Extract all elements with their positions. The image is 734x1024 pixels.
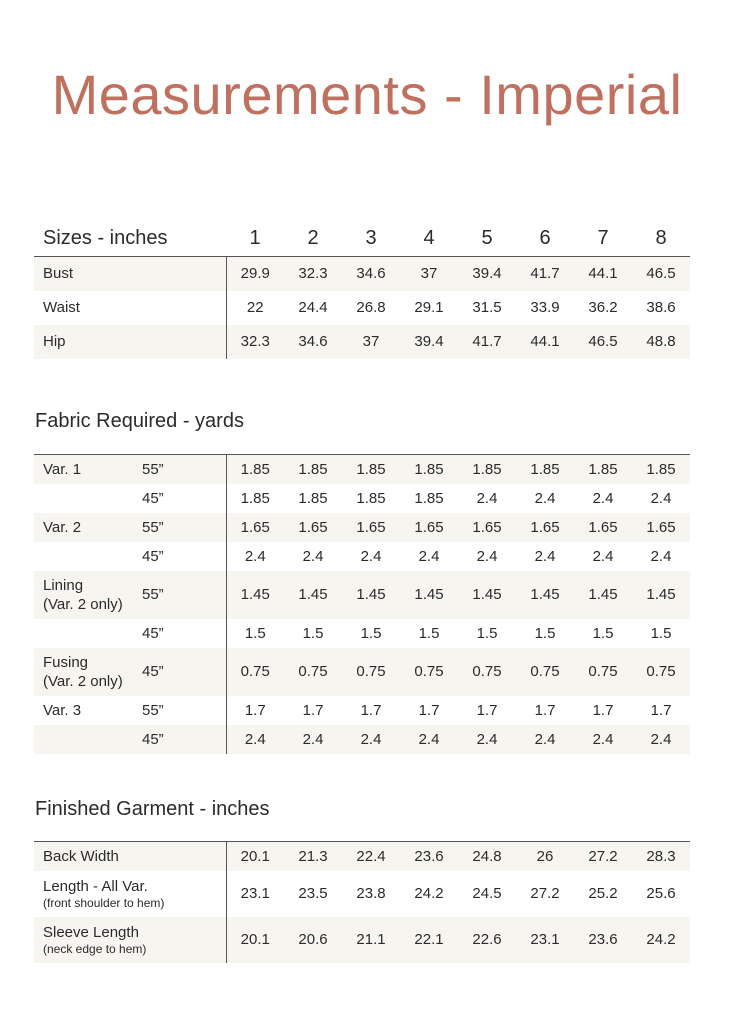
table-cell: 41.7	[516, 257, 574, 291]
table-cell: 23.6	[574, 917, 632, 963]
garment-table	[34, 841, 690, 963]
row-label: Bust	[34, 257, 226, 291]
table-cell: 48.8	[632, 325, 690, 359]
row-label-line: Fusing	[43, 653, 89, 671]
table-cell: 20.1	[226, 842, 284, 871]
table-cell: 32.3	[226, 325, 284, 359]
row-label	[34, 725, 142, 754]
table-row	[34, 619, 690, 648]
table-cell: 0.75	[284, 648, 342, 696]
row-label: Back Width	[34, 842, 226, 871]
table-row	[34, 291, 690, 325]
table-cell: 46.5	[574, 325, 632, 359]
table-cell: 1.85	[298, 489, 328, 507]
fabric-width: 45”	[142, 484, 226, 513]
fabric-width: 55”	[142, 455, 226, 484]
row-label-note: (Var. 2 only)	[43, 595, 123, 613]
table-cell: 1.7	[302, 701, 324, 719]
table-cell: 32.3	[284, 257, 342, 291]
size-col-header: 3	[365, 226, 377, 249]
size-col-header: 2	[307, 226, 319, 249]
fabric-width: 45”	[142, 725, 226, 754]
fabric-section-title: Fabric Required - yards	[35, 410, 244, 432]
table-cell: 2.4	[458, 725, 516, 754]
table-cell: 34.6	[342, 257, 400, 291]
sizes-table	[34, 220, 690, 359]
table-row	[34, 513, 690, 542]
row-label: Var. 1	[34, 455, 142, 484]
size-col-header: 8	[655, 226, 667, 249]
fabric-table	[34, 454, 690, 754]
table-cell: 34.6	[284, 325, 342, 359]
table-cell: 1.45	[574, 571, 632, 619]
table-row	[34, 725, 690, 754]
row-label	[34, 571, 142, 619]
table-cell: 1.65	[574, 513, 632, 542]
table-row	[34, 325, 690, 359]
table-cell: 1.65	[516, 513, 574, 542]
table-cell: 2.4	[476, 489, 498, 507]
table-row	[34, 871, 690, 917]
table-cell: 0.75	[226, 648, 284, 696]
table-cell: 29.1	[414, 299, 444, 316]
size-col-header: 4	[423, 226, 435, 249]
table-cell: 1.45	[516, 571, 574, 619]
table-cell: 1.65	[458, 513, 516, 542]
table-cell: 1.85	[284, 455, 342, 484]
table-cell: 1.65	[226, 513, 284, 542]
table-cell: 0.75	[516, 648, 574, 696]
table-cell: 39.4	[400, 325, 458, 359]
table-cell: 1.5	[534, 624, 556, 642]
table-cell: 21.3	[284, 842, 342, 871]
table-cell: 2.4	[516, 725, 574, 754]
table-cell: 2.4	[284, 725, 342, 754]
table-cell: 1.5	[302, 624, 324, 642]
table-cell: 1.5	[244, 624, 266, 642]
row-label	[34, 542, 142, 571]
table-cell: 1.85	[240, 489, 270, 507]
table-cell: 25.2	[588, 885, 618, 902]
table-cell: 2.4	[400, 725, 458, 754]
row-label	[34, 619, 142, 648]
table-cell: 2.4	[632, 725, 690, 754]
table-cell: 1.45	[458, 571, 516, 619]
table-cell: 27.2	[530, 885, 560, 902]
table-cell: 36.2	[588, 299, 618, 316]
table-cell: 1.85	[226, 455, 284, 484]
table-cell: 1.5	[592, 624, 614, 642]
table-cell: 1.45	[226, 571, 284, 619]
size-col-header: 7	[597, 226, 609, 249]
table-cell: 2.4	[418, 547, 440, 565]
row-label	[34, 871, 226, 917]
table-cell: 2.4	[342, 725, 400, 754]
table-cell: 0.75	[574, 648, 632, 696]
table-row	[34, 917, 690, 963]
table-cell: 23.1	[516, 917, 574, 963]
table-cell: 1.65	[400, 513, 458, 542]
table-cell: 22.4	[342, 842, 400, 871]
table-cell: 1.85	[356, 489, 386, 507]
table-cell: 1.5	[418, 624, 440, 642]
table-cell: 2.4	[534, 489, 556, 507]
table-cell: 1.7	[418, 701, 440, 719]
table-cell: 39.4	[458, 257, 516, 291]
table-cell: 1.7	[476, 701, 498, 719]
table-cell: 1.45	[400, 571, 458, 619]
fabric-width: 55”	[142, 696, 226, 725]
table-row	[34, 257, 690, 291]
table-row	[34, 484, 690, 513]
table-row	[34, 455, 690, 484]
row-label-note: (Var. 2 only)	[43, 672, 123, 690]
row-label: Var. 2	[34, 513, 142, 542]
row-label-line: Lining	[43, 576, 84, 594]
table-cell: 37	[400, 257, 458, 291]
row-label-note: (front shoulder to hem)	[43, 895, 165, 910]
row-label-note: (neck edge to hem)	[43, 941, 147, 956]
table-cell: 1.85	[516, 455, 574, 484]
table-cell: 1.85	[414, 489, 444, 507]
table-row	[34, 648, 690, 696]
sizes-header-row	[34, 220, 690, 257]
table-row	[34, 842, 690, 871]
row-label: Hip	[34, 325, 226, 359]
table-cell: 46.5	[632, 257, 690, 291]
garment-section-title: Finished Garment - inches	[35, 798, 270, 820]
table-cell: 2.4	[302, 547, 324, 565]
table-cell: 2.4	[244, 547, 266, 565]
table-cell: 22.1	[400, 917, 458, 963]
table-cell: 1.65	[342, 513, 400, 542]
table-cell: 44.1	[516, 325, 574, 359]
table-cell: 22	[246, 299, 264, 316]
page-title: Measurements - Imperial	[51, 63, 683, 126]
table-cell: 1.65	[284, 513, 342, 542]
table-cell: 1.7	[592, 701, 614, 719]
table-cell: 20.6	[284, 917, 342, 963]
table-cell: 22.6	[458, 917, 516, 963]
table-cell: 0.75	[342, 648, 400, 696]
table-cell: 24.2	[632, 917, 690, 963]
fabric-width: 45”	[142, 619, 226, 648]
table-cell: 1.45	[284, 571, 342, 619]
row-label-line: Length - All Var.	[43, 877, 148, 895]
table-cell: 2.4	[592, 489, 614, 507]
table-cell: 20.1	[226, 917, 284, 963]
row-label	[34, 917, 226, 963]
table-row	[34, 542, 690, 571]
table-cell: 1.7	[650, 701, 672, 719]
table-cell: 2.4	[476, 547, 498, 565]
table-cell: 1.65	[632, 513, 690, 542]
table-cell: 2.4	[534, 547, 556, 565]
table-cell: 1.45	[632, 571, 690, 619]
table-cell: 24.4	[298, 299, 328, 316]
table-cell: 2.4	[226, 725, 284, 754]
table-cell: 37	[342, 325, 400, 359]
table-cell: 1.85	[342, 455, 400, 484]
table-cell: 23.5	[298, 885, 328, 902]
table-row	[34, 696, 690, 725]
table-cell: 1.85	[400, 455, 458, 484]
table-cell: 27.2	[574, 842, 632, 871]
table-cell: 24.2	[414, 885, 444, 902]
table-cell: 1.7	[360, 701, 382, 719]
table-cell: 24.8	[458, 842, 516, 871]
table-cell: 1.7	[534, 701, 556, 719]
table-cell: 2.4	[650, 547, 672, 565]
table-cell: 29.9	[226, 257, 284, 291]
sizes-header-label: Sizes - inches	[43, 226, 168, 249]
table-cell: 44.1	[574, 257, 632, 291]
table-cell: 1.5	[650, 624, 672, 642]
table-cell: 1.5	[360, 624, 382, 642]
table-cell: 38.6	[646, 299, 676, 316]
table-cell: 33.9	[530, 299, 560, 316]
table-cell: 1.45	[342, 571, 400, 619]
table-cell: 24.5	[472, 885, 502, 902]
table-cell: 1.85	[458, 455, 516, 484]
table-cell: 25.6	[646, 885, 676, 902]
table-cell: 1.7	[244, 701, 266, 719]
row-label	[34, 484, 142, 513]
table-cell: 23.8	[356, 885, 386, 902]
table-cell: 2.4	[650, 489, 672, 507]
table-cell: 1.85	[574, 455, 632, 484]
table-cell: 21.1	[342, 917, 400, 963]
table-cell: 23.6	[400, 842, 458, 871]
table-cell: 2.4	[592, 547, 614, 565]
table-cell: 23.1	[240, 885, 270, 902]
fabric-width: 55”	[142, 571, 226, 619]
table-cell: 26.8	[356, 299, 386, 316]
table-cell: 1.5	[476, 624, 498, 642]
size-col-header: 6	[539, 226, 551, 249]
row-label: Var. 3	[43, 701, 82, 719]
table-cell: 2.4	[574, 725, 632, 754]
table-cell: 31.5	[472, 299, 502, 316]
table-cell: 41.7	[458, 325, 516, 359]
row-label	[34, 648, 142, 696]
row-label-line: Sleeve Length	[43, 923, 139, 941]
row-label: Waist	[34, 291, 226, 325]
table-cell: 1.85	[632, 455, 690, 484]
fabric-width: 45”	[142, 648, 226, 696]
table-cell: 26	[516, 842, 574, 871]
table-cell: 0.75	[458, 648, 516, 696]
table-cell: 28.3	[632, 842, 690, 871]
fabric-width: 55”	[142, 513, 226, 542]
size-col-header: 5	[481, 226, 493, 249]
table-cell: 2.4	[360, 547, 382, 565]
size-col-header: 1	[249, 226, 261, 249]
table-row	[34, 571, 690, 619]
table-cell: 0.75	[632, 648, 690, 696]
fabric-width: 45”	[142, 542, 226, 571]
table-cell: 0.75	[400, 648, 458, 696]
